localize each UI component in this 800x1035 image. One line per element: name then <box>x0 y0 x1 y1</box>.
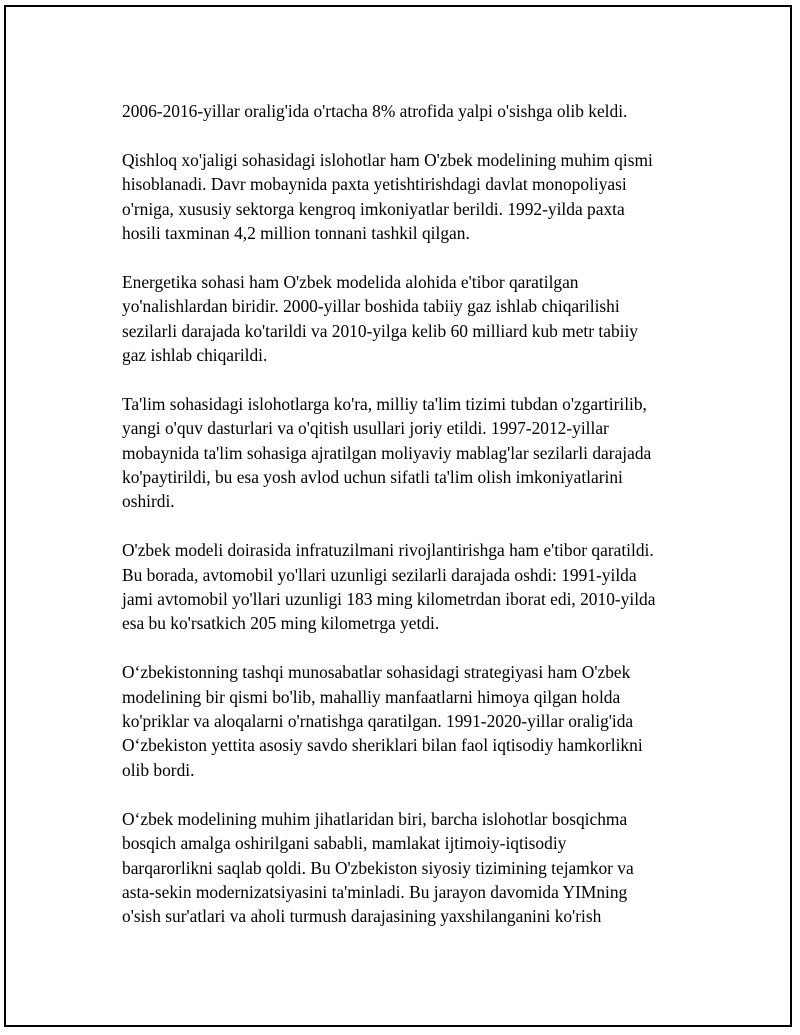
paragraph <box>122 270 712 368</box>
paragraph <box>122 807 712 929</box>
text-line: ko'priklar va aloqalarni o'rnatishga qaratilgan. 1991-2020-yillar oralig'ida <box>122 711 634 732</box>
paragraph <box>122 99 712 123</box>
text-line: barqarorlikni saqlab qoldi. Bu O'zbekiston siyosiy tizimining tejamkor va <box>122 857 634 878</box>
document-body <box>122 99 712 953</box>
text-line: jami avtomobil yo'llari uzunligi 183 ming kilometrdan iborat edi, 2010-yilda <box>122 589 656 610</box>
text-line: O‘zbekiston yettita asosiy savdo sheriklari bilan faol iqtisodiy hamkorlikni <box>122 735 643 756</box>
text-line: o'rniga, xususiy sektorga kengroq imkoniyatlar berildi. 1992-yilda paxta <box>122 198 625 219</box>
text-line: Ta'lim sohasidagi islohotlarga ko'ra, milliy ta'lim tizimi tubdan o'zgartirilib, <box>122 393 647 414</box>
paragraph <box>122 148 712 246</box>
text-line: hisoblanadi. Davr mobaynida paxta yetishtirishdagi davlat monopoliyasi <box>122 174 627 195</box>
text-line: O‘zbekistonning tashqi munosabatlar sohasidagi strategiyasi ham O'zbek <box>122 662 631 683</box>
text-line: Energetika sohasi ham O'zbek modelida alohida e'tibor qaratilgan <box>122 271 579 292</box>
text-line: modelining bir qismi bo'lib, mahalliy manfaatlarni himoya qilgan holda <box>122 686 621 707</box>
text-line: esa bu ko'rsatkich 205 ming kilometrga yetdi. <box>122 613 440 634</box>
text-line: sezilarli darajada ko'tarildi va 2010-yilga kelib 60 milliard kub metr tabiiy <box>122 320 639 341</box>
text-line: olib bordi. <box>122 759 195 780</box>
page-frame <box>4 5 792 1027</box>
paragraph <box>122 538 712 636</box>
text-line: Qishloq xo'jaligi sohasidagi islohotlar ham O'zbek modelining muhim qismi <box>122 149 653 170</box>
text-line: hosili taxminan 4,2 million tonnani tashkil qilgan. <box>122 223 470 244</box>
text-line: 2006-2016-yillar oralig'ida o'rtacha 8% atrofida yalpi o'sishga olib keldi. <box>122 101 628 121</box>
text-line: gaz ishlab chiqarildi. <box>122 345 268 366</box>
text-line: mobaynida ta'lim sohasiga ajratilgan moliyaviy mablag'lar sezilarli darajada <box>122 442 652 463</box>
paragraph <box>122 392 712 514</box>
text-line: ko'paytirildi, bu esa yosh avlod uchun sifatli ta'lim olish imkoniyatlarini <box>122 467 623 488</box>
text-line: yangi o'quv dasturlari va o'qitish usullari joriy etildi. 1997-2012-yillar <box>122 418 609 439</box>
text-line: bosqich amalga oshirilgani sababli, mamlakat ijtimoiy-iqtisodiy <box>122 833 567 854</box>
text-line: oshirdi. <box>122 491 175 512</box>
text-line: O'zbek modeli doirasida infratuzilmani rivojlantirishga ham e'tibor qaratildi. <box>122 540 654 561</box>
text-line: Bu borada, avtomobil yo'llari uzunligi sezilarli darajada oshdi: 1991-yilda <box>122 564 637 585</box>
text-line: o'sish sur'atlari va aholi turmush darajasining yaxshilanganini ko'rish <box>122 906 602 927</box>
text-line: yo'nalishlardan biridir. 2000-yillar boshida tabiiy gaz ishlab chiqarilishi <box>122 296 620 317</box>
paragraph <box>122 660 712 782</box>
text-line: O‘zbek modelining muhim jihatlaridan biri, barcha islohotlar bosqichma <box>122 808 628 829</box>
text-line: asta-sekin modernizatsiyasini ta'minladi. Bu jarayon davomida YIMning <box>122 881 628 902</box>
